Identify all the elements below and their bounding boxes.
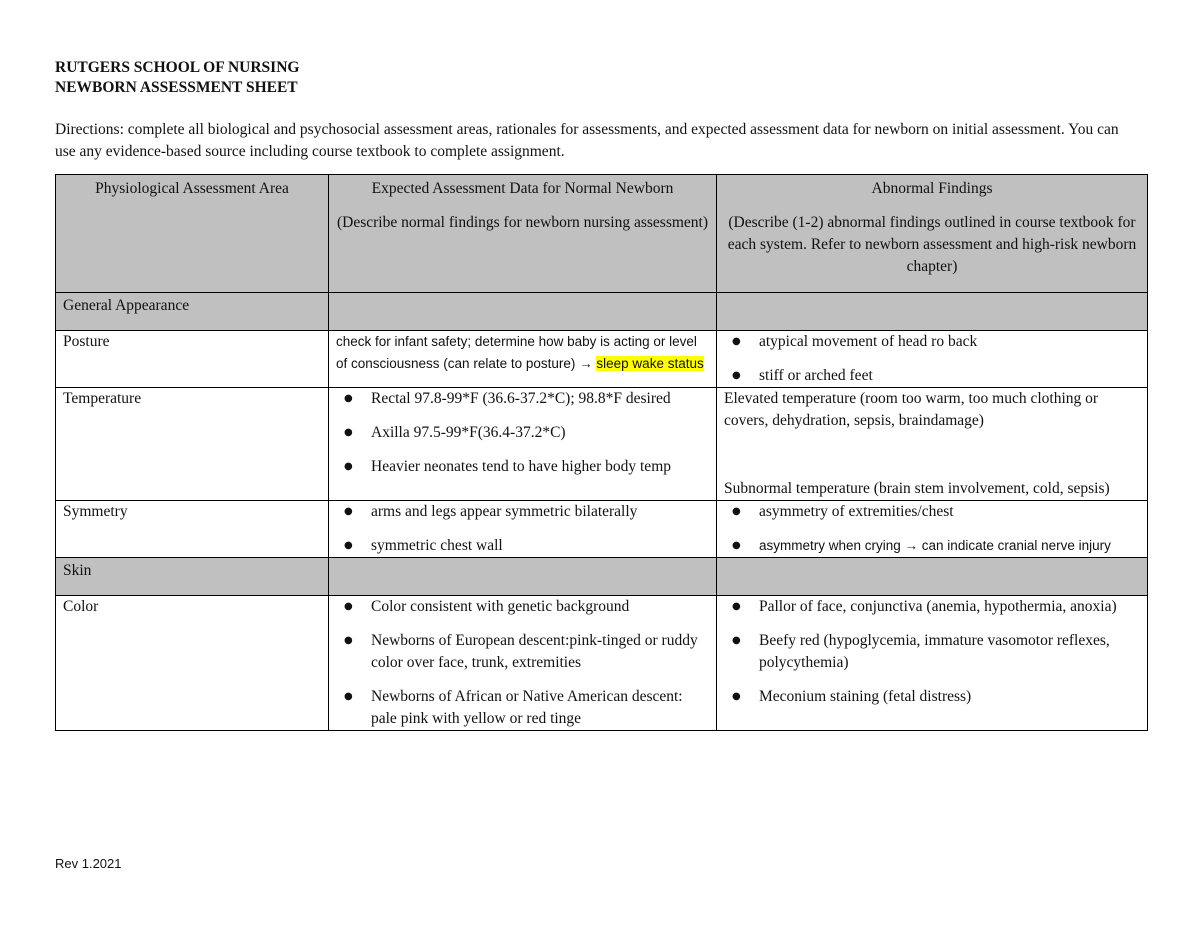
school-name: RUTGERS SCHOOL OF NURSING [55,59,300,76]
list-item: ● Newborns of African or Native American descent: pale pink with yellow or red tinge [336,686,709,730]
table-row-symmetry [56,501,1148,558]
list-item: ● Pallor of face, conjunctiva (anemia, hypothermia, anoxia) [724,596,1140,618]
spacer [724,432,1140,478]
list-item: ● asymmetry of extremities/chest [724,501,1140,523]
list-item: ● asymmetry when crying → can indicate cranial nerve injury [724,535,1140,557]
header-abnormal-subtitle: (Describe (1-2) abnormal findings outlined in course textbook for each system. Refer to newborn assessment and high-risk newborn chapter) [727,214,1137,275]
table-row-color [56,596,1148,731]
directions-text: Directions: complete all biological and psychosocial assessment areas, rationales for assessments, and expected assessment data for newborn on initial assessment. You can use any evidence-based source including course textbook to complete assignment. [55,121,1119,160]
header-area [56,175,329,293]
header-expected [329,175,717,293]
list-item: ● Heavier neonates tend to have higher body temp [336,456,709,478]
list-item: ● Rectal 97.8-99*F (36.6-37.2*C); 98.8*F desired [336,388,709,410]
table-row-temperature [56,388,1148,501]
list-item: ● Meconium staining (fetal distress) [724,686,1140,708]
section-row-skin [56,558,1148,596]
section-label: Skin [56,558,329,596]
expected-cell [329,388,717,501]
list-item: ● symmetric chest wall [336,535,709,557]
abnormal-cell [717,501,1148,558]
table-header-row [56,175,1148,293]
area-cell: Color [56,596,329,731]
abnormal-text: Elevated temperature (room too warm, too much clothing or covers, dehydration, sepsis, braindamage) [724,390,1099,429]
list-item: ● Beefy red (hypoglycemia, immature vasomotor reflexes, polycythemia) [724,630,1140,674]
section-row-general-appearance [56,293,1148,331]
list-item: ● Axilla 97.5-99*F(36.4-37.2*C) [336,422,709,444]
list-item: ● arms and legs appear symmetric bilaterally [336,501,709,523]
assessment-table [55,174,1148,731]
revision-footer: Rev 1.2021 [55,856,122,871]
header-abnormal-title: Abnormal Findings [871,180,993,197]
table-row-posture [56,331,1148,388]
section-label: General Appearance [56,293,329,331]
section-blank-cell [717,558,1148,596]
header-area-label: Physiological Assessment Area [95,180,289,197]
expected-cell [329,596,717,731]
section-blank-cell [329,293,717,331]
expected-text: check for infant safety; determine how baby is acting or level of consciousness (can relate to posture) → [336,334,697,371]
header-abnormal [717,175,1148,293]
list-item: ● Newborns of European descent:pink-tinged or ruddy color over face, trunk, extremities [336,630,709,674]
list-item: ● stiff or arched feet [724,365,1140,387]
expected-cell [329,331,717,388]
header-expected-subtitle: (Describe normal findings for newborn nursing assessment) [336,214,709,231]
abnormal-cell [717,331,1148,388]
abnormal-text: Subnormal temperature (brain stem involvement, cold, sepsis) [724,480,1110,497]
area-cell: Symmetry [56,501,329,558]
area-cell: Temperature [56,388,329,501]
abnormal-cell [717,596,1148,731]
expected-cell [329,501,717,558]
abnormal-cell [717,388,1148,501]
sheet-title: NEWBORN ASSESSMENT SHEET [55,79,298,96]
list-item: ● Color consistent with genetic background [336,596,709,618]
section-blank-cell [717,293,1148,331]
highlighted-text: sleep wake status [596,356,704,371]
header-expected-title: Expected Assessment Data for Normal Newborn [371,180,674,197]
list-item: ● atypical movement of head ro back [724,331,1140,353]
area-cell: Posture [56,331,329,388]
section-blank-cell [329,558,717,596]
document-title [55,58,299,98]
